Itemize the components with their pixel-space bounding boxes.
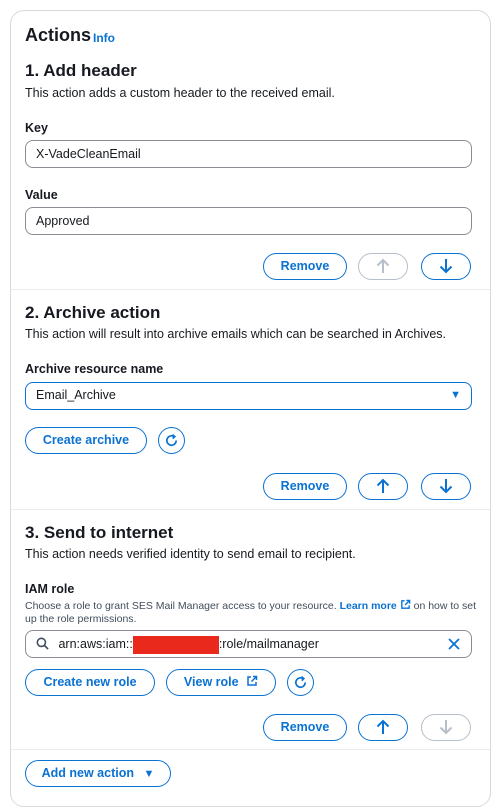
view-role-button[interactable]	[166, 669, 276, 696]
panel-title: Actions	[25, 25, 92, 45]
add-new-action-button[interactable]	[25, 760, 171, 787]
value-label: Value	[25, 188, 58, 202]
learn-more-link[interactable]	[340, 600, 414, 612]
iam-role-help	[25, 599, 480, 626]
remove-button[interactable]: Remove	[263, 253, 347, 280]
section-description: This action adds a custom header to the received email.	[25, 86, 335, 100]
section-divider	[11, 289, 490, 290]
move-down-button[interactable]	[421, 714, 471, 741]
create-new-role-button[interactable]: Create new role	[25, 669, 155, 696]
section-divider	[11, 509, 490, 510]
section-title-archive: 2. Archive action	[25, 303, 161, 322]
move-down-button[interactable]	[421, 253, 471, 280]
create-archive-button[interactable]: Create archive	[25, 427, 147, 454]
archive-selected-value: Email_Archive	[36, 388, 116, 402]
move-up-button[interactable]	[358, 253, 408, 280]
add-new-action-label: Add new action	[41, 766, 134, 780]
key-input[interactable]: X-VadeCleanEmail	[25, 140, 472, 168]
refresh-role-button[interactable]	[287, 669, 314, 696]
caret-down-icon: ▼	[450, 389, 461, 401]
key-label: Key	[25, 121, 48, 135]
section-title-add-header: 1. Add header	[25, 61, 137, 80]
refresh-archive-button[interactable]	[158, 427, 185, 454]
section-description: This action will result into archive emails which can be searched in Archives.	[25, 327, 447, 341]
archive-resource-label: Archive resource name	[25, 362, 164, 376]
caret-down-icon: ▼	[143, 768, 155, 780]
arrow-down-icon	[439, 258, 453, 274]
external-link-icon	[400, 599, 411, 610]
search-icon	[36, 637, 49, 650]
arrow-down-icon	[439, 478, 453, 494]
learn-more-label: Learn more	[339, 600, 397, 612]
help-text-suffix: on how to set up the role permissions.	[25, 600, 477, 625]
value-input[interactable]: Approved	[25, 207, 472, 235]
arrow-up-icon	[376, 478, 390, 494]
archive-resource-select[interactable]	[25, 382, 472, 410]
arrow-up-icon	[376, 258, 390, 274]
role-arn-prefix: arn:aws:iam::	[58, 637, 133, 651]
move-up-button[interactable]	[358, 473, 408, 500]
refresh-icon	[293, 675, 308, 690]
refresh-icon	[164, 433, 179, 448]
remove-button[interactable]: Remove	[263, 714, 347, 741]
actions-panel	[10, 10, 491, 807]
move-down-button[interactable]	[421, 473, 471, 500]
iam-role-label: IAM role	[25, 582, 75, 596]
iam-role-search-input[interactable]	[25, 630, 472, 658]
remove-button[interactable]: Remove	[263, 473, 347, 500]
arrow-up-icon	[376, 719, 390, 735]
clear-icon[interactable]	[448, 638, 460, 650]
move-up-button[interactable]	[358, 714, 408, 741]
info-link[interactable]: Info	[93, 31, 115, 45]
section-title-send-internet: 3. Send to internet	[25, 523, 174, 542]
help-text: Choose a role to grant SES Mail Manager access to your resource.	[25, 600, 337, 612]
role-arn-suffix: :role/mailmanager	[218, 637, 319, 651]
section-divider	[11, 749, 490, 750]
view-role-label: View role	[183, 675, 239, 689]
section-description: This action needs verified identity to send email to recipient.	[25, 547, 356, 561]
external-link-icon	[246, 675, 258, 687]
redacted-account-id	[133, 636, 219, 654]
arrow-down-icon	[439, 719, 453, 735]
